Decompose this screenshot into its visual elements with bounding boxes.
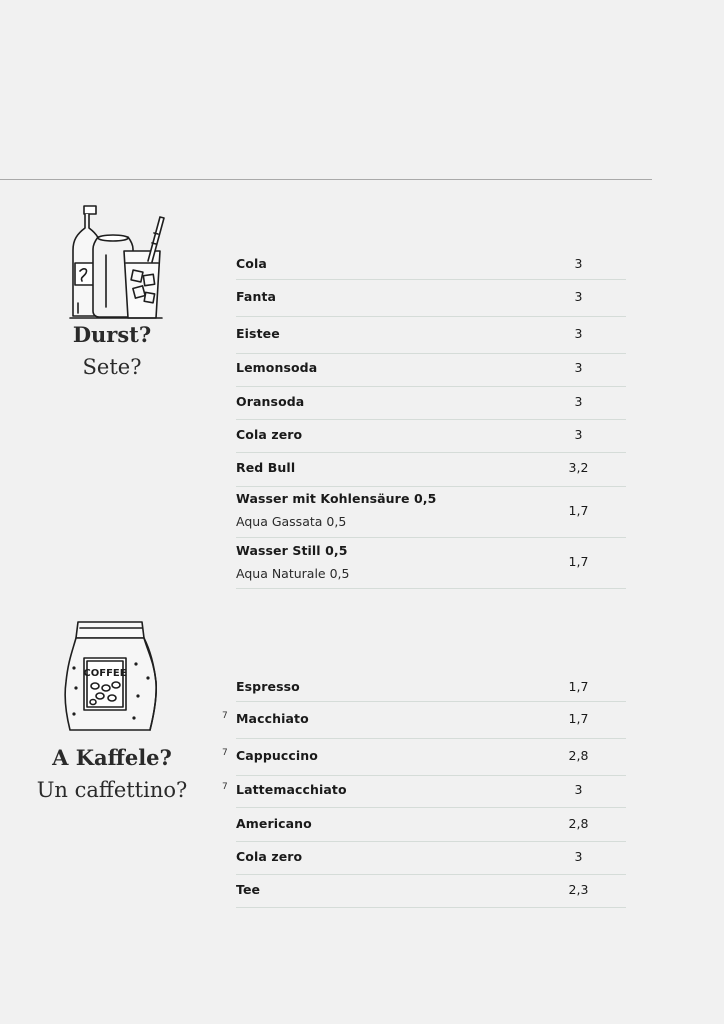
menu-row — [236, 487, 626, 538]
item-name: Tee — [236, 882, 261, 897]
item-price: 2,8 — [568, 748, 589, 763]
item-price: 3 — [574, 849, 583, 864]
drinks-heading-german: Durst? — [72, 322, 152, 347]
item-name: Espresso — [236, 679, 300, 694]
drinks-bottles-icon — [66, 203, 166, 321]
item-price: 3,2 — [568, 460, 589, 475]
item-price: 3 — [574, 394, 583, 409]
menu-row — [236, 354, 626, 387]
item-price: 1,7 — [568, 711, 589, 726]
coffee-heading — [22, 741, 202, 807]
menu-row — [236, 420, 626, 453]
menu-row — [222, 739, 626, 776]
menu-row — [236, 842, 626, 875]
item-price: 3 — [574, 782, 583, 797]
item-name: Lattemacchiato — [236, 782, 347, 797]
item-name: Cappuccino — [236, 748, 318, 763]
item-name: Macchiato — [236, 711, 309, 726]
menu-row — [236, 538, 626, 589]
item-name: Wasser Still 0,5 — [236, 543, 348, 558]
top-divider — [0, 179, 652, 180]
item-price: 1,7 — [568, 503, 589, 518]
item-price: 2,8 — [568, 816, 589, 831]
menu-row — [236, 875, 626, 908]
item-price: 1,7 — [568, 679, 589, 694]
menu-row — [236, 808, 626, 842]
item-name: Americano — [236, 816, 312, 831]
item-name: Lemonsoda — [236, 360, 318, 375]
menu-row — [236, 317, 626, 354]
item-price: 3 — [574, 289, 583, 304]
item-name: Red Bull — [236, 460, 296, 475]
menu-row — [236, 453, 626, 487]
item-price: 1,7 — [568, 554, 589, 569]
coffee-menu — [222, 669, 626, 908]
menu-row — [236, 247, 626, 280]
menu-row — [236, 669, 626, 702]
menu-row — [236, 280, 626, 317]
item-name: Oransoda — [236, 394, 305, 409]
item-price: 3 — [574, 256, 583, 271]
item-subtitle: Aqua Gassata 0,5 — [236, 514, 347, 529]
item-name: Eistee — [236, 326, 280, 341]
drinks-heading-italian: Sete? — [82, 355, 142, 379]
item-name: Fanta — [236, 289, 277, 304]
coffee-bag-icon — [62, 618, 160, 734]
allergen-marker: 7 — [222, 748, 228, 758]
item-name: Cola — [236, 256, 267, 271]
allergen-marker: 7 — [222, 711, 228, 721]
drinks-menu — [236, 247, 626, 589]
item-price: 3 — [574, 360, 583, 375]
item-name: Cola zero — [236, 427, 303, 442]
coffee-heading-italian: Un caffettino? — [36, 778, 188, 802]
coffee-heading-german: A Kaffele? — [52, 745, 172, 770]
item-name: Wasser mit Kohlensäure 0,5 — [236, 491, 437, 506]
allergen-marker: 7 — [222, 782, 228, 792]
menu-row — [222, 702, 626, 739]
drinks-heading — [52, 318, 172, 384]
coffee-label-text: COFFEE — [83, 668, 127, 679]
menu-row — [222, 776, 626, 808]
item-subtitle: Aqua Naturale 0,5 — [236, 566, 350, 581]
item-price: 2,3 — [568, 882, 589, 897]
item-name: Cola zero — [236, 849, 303, 864]
item-price: 3 — [574, 326, 583, 341]
menu-row — [236, 387, 626, 420]
item-price: 3 — [574, 427, 583, 442]
